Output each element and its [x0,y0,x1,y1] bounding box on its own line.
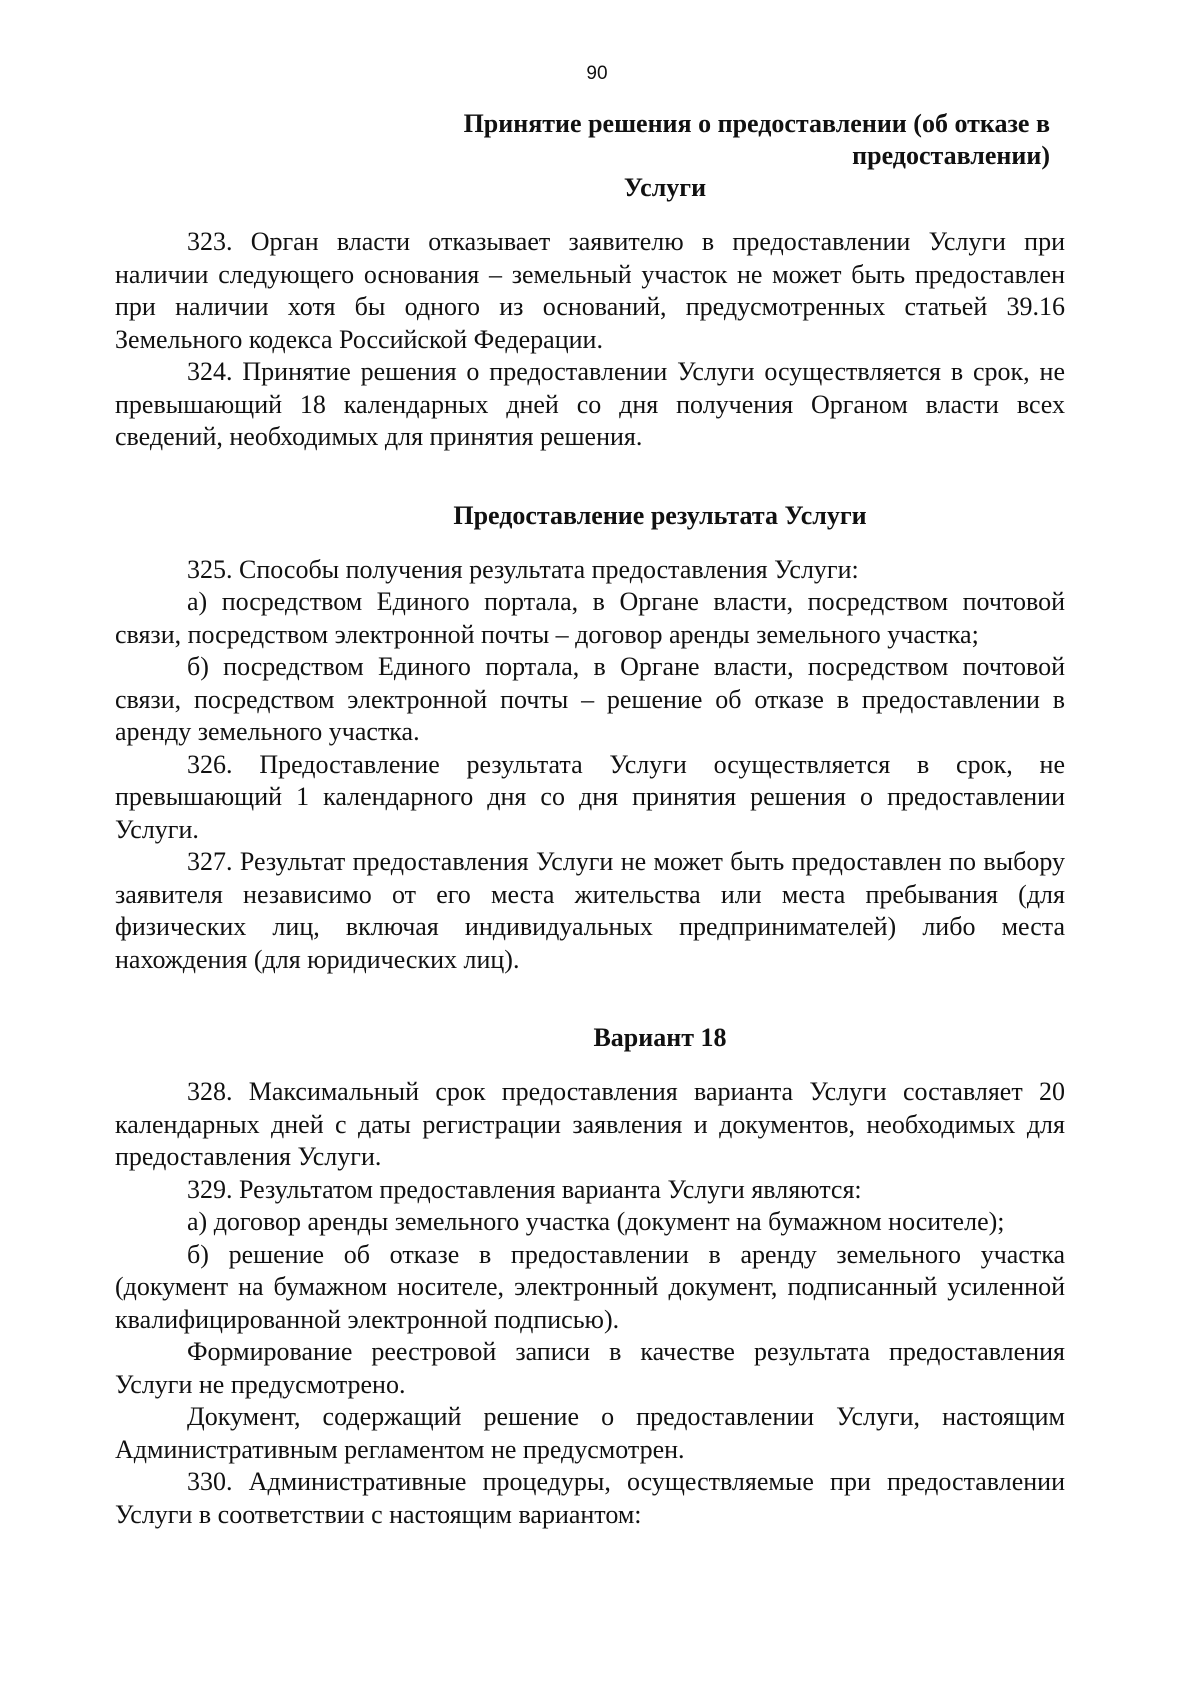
paragraph-323: 323. Орган власти отказывает заявителю в предоставлении Услуги при наличии следующего основания – земельный участок не может быть предоставлен при наличии хотя бы одного из оснований, предусмотренных статьей 39.16 Земельного кодекса Российской Федерации. [115,227,1065,354]
section-heading-result: Предоставление результата Услуги [453,500,867,530]
section-heading-variant: Вариант 18 [593,1023,727,1052]
paragraph-325-a: а) посредством Единого портала, в Органе власти, посредством почтовой связи, посредством электронной почты – договор аренды земельного участка; [115,587,1065,649]
paragraph-326: 326. Предоставление результата Услуги осуществляется в срок, не превышающий 1 календарного дня со дня принятия решения о предоставлении Услуги. [115,749,1065,844]
paragraph-330: 330. Административные процедуры, осуществляемые при предоставлении Услуги в соответствии с настоящим вариантом: [115,1467,1065,1529]
paragraph-324: 324. Принятие решения о предоставлении Услуги осуществляется в срок, не превышающий 18 календарных дней со дня получения Органом власти всех сведений, необходимых для принятия решения. [115,357,1065,451]
section-heading-decision [115,108,1065,204]
document-page [115,62,1065,1531]
paragraph-328: 328. Максимальный срок предоставления варианта Услуги составляет 20 календарных дней с даты регистрации заявления и документов, необходимых для предоставления Услуги. [115,1077,1065,1171]
paragraph-329-a: а) договор аренды земельного участка (документ на бумажном носителе); [187,1207,1005,1236]
paragraph-329: 329. Результатом предоставления варианта Услуги являются: [187,1174,862,1204]
page-number: 90 [586,63,608,84]
paragraph-325-b: б) посредством Единого портала, в Органе власти, посредством почтовой связи, посредством электронной почты – решение об отказе в предоставлении в аренду земельного участка. [115,652,1065,746]
heading-line: Услуги [623,173,707,202]
paragraph-registry-note: Формирование реестровой записи в качестве результата предоставления Услуги не предусмотрено. [115,1337,1065,1399]
paragraph-329-b: б) решение об отказе в предоставлении в аренду земельного участка (документ на бумажном носителе, электронный документ, подписанный усиленной квалифицированной электронной подписью). [115,1239,1065,1334]
paragraph-325: 325. Способы получения результата предоставления Услуги: [187,554,859,584]
paragraph-327: 327. Результат предоставления Услуги не может быть предоставлен по выбору заявителя независимо от его места жительства или места пребывания (для физических лиц, включая индивидуальных предпринимателей) либо места нахождения (для юридических лиц). [115,847,1065,974]
paragraph-document-note: Документ, содержащий решение о предоставлении Услуги, настоящим Административным регламентом не предусмотрен. [115,1402,1065,1464]
heading-line: Принятие решения о предоставлении (об отказе в предоставлении) [463,109,1050,170]
